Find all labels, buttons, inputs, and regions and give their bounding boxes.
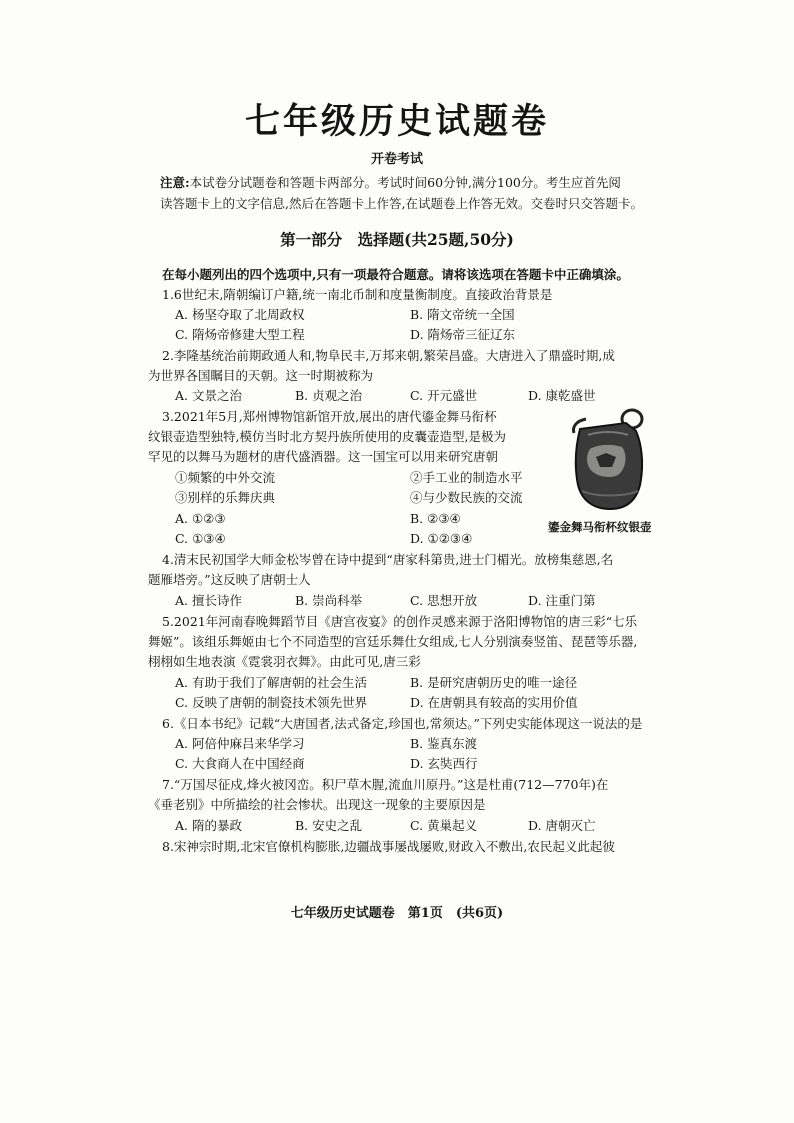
question-4-option-a: A. 擅长诗作 (175, 593, 242, 608)
question-2-option-c: C. 开元盛世 (410, 388, 478, 403)
question-1-option-b: B. 隋文帝统一全国 (410, 307, 515, 322)
question-2-option-d: D. 康乾盛世 (528, 388, 596, 403)
question-3-item-4: ④与少数民族的交流 (410, 490, 523, 505)
question-1-option-d: D. 隋炀帝三征辽东 (410, 327, 516, 342)
silver-pot-illustration (566, 405, 656, 515)
question-3-item-1: ①频繁的中外交流 (175, 470, 276, 485)
question-3-stem-line1: 3.2021年5月,郑州博物馆新馆开放,展出的唐代鎏金舞马衔杯 (162, 409, 497, 424)
question-2-stem-line2: 为世界各国瞩目的天朝。这一时期被称为 (148, 368, 374, 383)
silver-pot-image (566, 405, 656, 515)
question-5-stem-line1: 5.2021年河南春晚舞蹈节目《唐宫夜宴》的创作灵感来源于洛阳博物馆的唐三彩“七乐 (162, 614, 638, 629)
question-4-option-d: D. 注重门第 (528, 593, 596, 608)
question-4-stem-line1: 4.清末民初国学大师金松岑曾在诗中提到“唐家科第贵,进士门楣光。放榜集慈恩,名 (162, 552, 614, 567)
question-5-option-a: A. 有助于我们了解唐朝的社会生活 (175, 675, 367, 690)
section-title: 第一部分 选择题(共25题,50分) (280, 230, 514, 249)
image-caption: 鎏金舞马衔杯纹银壶 (548, 520, 652, 534)
question-7-option-b: B. 安史之乱 (295, 818, 363, 833)
question-7-stem-line2: 《垂老别》中所描绘的社会惨状。出现这一现象的主要原因是 (148, 797, 486, 812)
question-4-option-b: B. 崇尚科举 (295, 593, 363, 608)
question-5-option-d: D. 在唐朝具有较高的实用价值 (410, 695, 578, 710)
question-6-option-d: D. 玄奘西行 (410, 756, 478, 771)
exam-type: 开卷考试 (370, 152, 423, 167)
question-1-option-c: C. 隋炀帝修建大型工程 (175, 327, 305, 342)
question-4-option-c: C. 思想开放 (410, 593, 478, 608)
notice (160, 172, 650, 214)
question-3-item-3: ③别样的乐舞庆典 (175, 490, 276, 505)
question-2-stem-line1: 2.李隆基统治前期政通人和,物阜民丰,万邦来朝,繁荣昌盛。大唐进入了鼎盛时期,成 (162, 348, 615, 363)
question-3-item-2: ②手工业的制造水平 (410, 470, 523, 485)
page-title: 七年级历史试题卷 (244, 101, 549, 142)
question-7-option-d: D. 唐朝灭亡 (528, 818, 596, 833)
question-3-stem-line3: 罕见的以舞马为题材的唐代盛酒器。这一国宝可以用来研究唐朝 (148, 449, 499, 464)
notice-line2: 读答题卡上的文字信息,然后在答题卡上作答,在试题卷上作答无效。交卷时只交答题卡。 (160, 196, 643, 211)
notice-label: 注意: (160, 175, 190, 190)
question-2-option-a: A. 文景之治 (175, 388, 242, 403)
question-6-option-c: C. 大食商人在中国经商 (175, 756, 305, 771)
question-7-option-c: C. 黄巢起义 (410, 818, 478, 833)
question-1-stem: 1.6世纪末,隋朝编订户籍,统一南北币制和度量衡制度。直接政治背景是 (162, 287, 553, 302)
question-8-stem: 8.宋神宗时期,北宋官僚机构膨胀,边疆战事屡战屡败,财政入不敷出,农民起义此起彼 (162, 839, 615, 854)
question-7-option-a: A. 隋的暴政 (175, 818, 242, 833)
question-5-stem-line3: 栩栩如生地表演《霓裳羽衣舞》。由此可见,唐三彩 (148, 654, 421, 669)
question-3-option-a: A. ①②③ (175, 511, 226, 526)
question-3-option-d: D. ①②③④ (410, 531, 473, 546)
section-instruction: 在每小题列出的四个选项中,只有一项最符合题意。请将该选项在答题卡中正确填涂。 (162, 267, 629, 282)
question-3-option-b: B. ②③④ (410, 511, 461, 526)
question-7-stem-line1: 7.“万国尽征戍,烽火被冈峦。积尸草木腥,流血川原丹。”这是杜甫(712—770年)在 (162, 777, 609, 792)
question-5-option-c: C. 反映了唐朝的制瓷技术领先世界 (175, 695, 368, 710)
question-4-stem-line2: 题雁塔旁。”这反映了唐朝士人 (148, 572, 311, 587)
question-6-stem: 6.《日本书纪》记载“大唐国者,法式备定,珍国也,常须达。”下列史实能体现这一说法的是 (162, 716, 643, 731)
question-2-option-b: B. 贞观之治 (295, 388, 363, 403)
question-1-option-a: A. 杨坚夺取了北周政权 (175, 307, 305, 322)
question-6-option-a: A. 阿倍仲麻吕来华学习 (175, 736, 305, 751)
question-5-option-b: B. 是研究唐朝历史的唯一途径 (410, 675, 578, 690)
question-3-option-c: C. ①③④ (175, 531, 226, 546)
page-footer: 七年级历史试题卷 第1页 (共6页) (290, 906, 504, 921)
question-5-stem-line2: 舞姬”。该组乐舞姬由七个不同造型的宫廷乐舞仕女组成,七人分别演奏竖笛、琵琶等乐器, (148, 634, 638, 649)
notice-line1: 本试卷分试题卷和答题卡两部分。考试时间60分钟,满分100分。考生应首先阅 (189, 175, 621, 190)
question-6-option-b: B. 鉴真东渡 (410, 736, 478, 751)
question-3-stem-line2: 纹银壶造型独特,模仿当时北方契丹族所使用的皮囊壶造型,是极为 (148, 429, 506, 444)
